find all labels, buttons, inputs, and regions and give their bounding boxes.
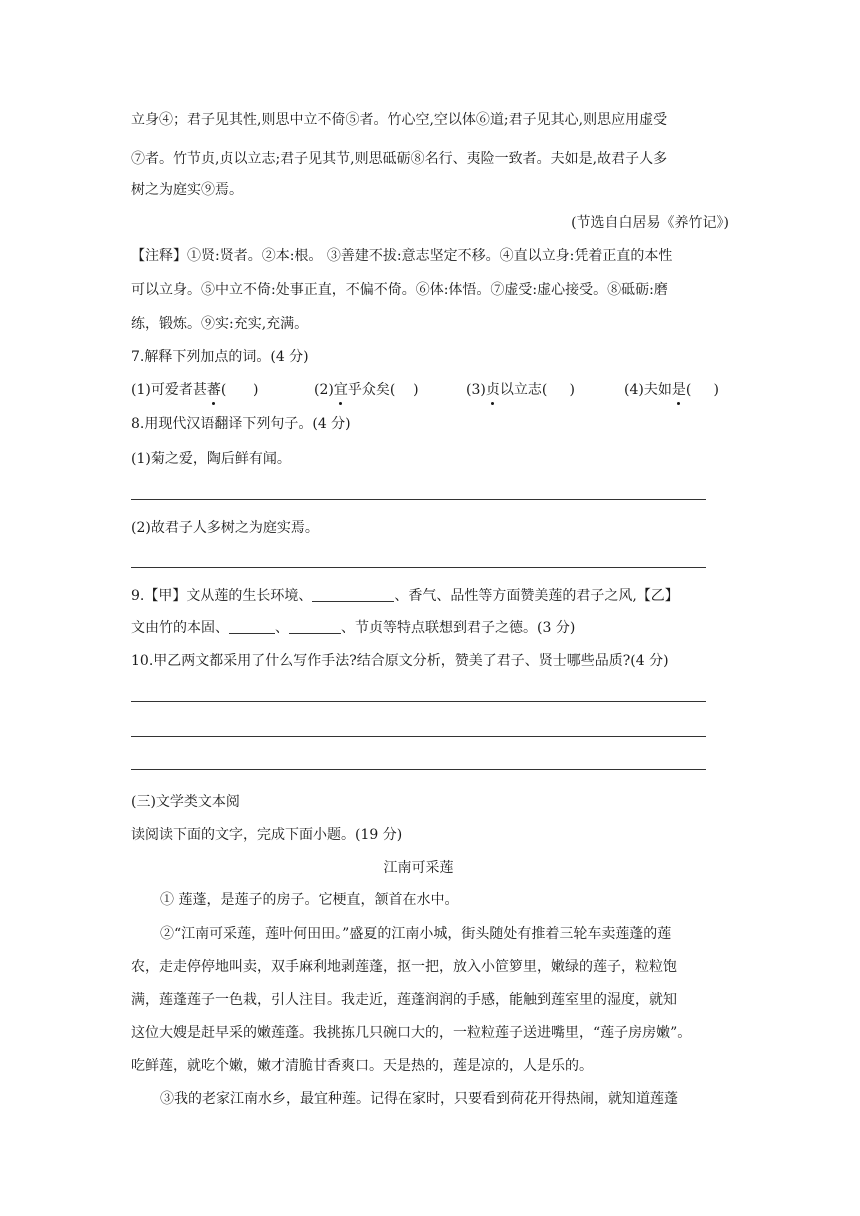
passage-line: ⑦者。竹节贞,贞以立志;君子见其节,则思砥砺⑧名行、夷险一致者。夫如是,故君子人多 — [131, 151, 668, 167]
question-text: 、节贞等特点联想到君子之德。(3 分) — [341, 620, 576, 636]
fill-blank[interactable] — [312, 587, 394, 602]
q7-item-2 — [314, 380, 419, 400]
item-text: 夫如 — [643, 382, 672, 398]
sentence-2: (2)故君子人多树之为庭实焉。 — [131, 520, 319, 536]
answer-blank[interactable]: ( ) — [541, 382, 576, 398]
answer-line[interactable] — [131, 567, 706, 568]
answer-blank[interactable]: ( ) — [389, 382, 419, 398]
item-number: (4) — [624, 382, 644, 398]
dotted-character: 宜 — [333, 382, 348, 398]
dotted-character: 贞 — [485, 382, 500, 398]
article-title: 江南可采莲 — [383, 860, 454, 876]
q7-item-4 — [624, 380, 719, 400]
fill-blank[interactable] — [289, 619, 341, 634]
question-line — [131, 618, 575, 638]
paragraph-2-line: 吃鲜莲，就吃个嫩，嫩才清脆甘香爽口。天是热的，莲是凉的，人是乐的。 — [131, 1058, 593, 1074]
paragraph-2-line: 这位大嫂是赶早采的嫩莲蓬。我挑拣几只碗口大的，一粒粒莲子送进嘴里，“莲子房房嫩”。 — [131, 1025, 692, 1041]
section-instruction: 读阅读下面的文字，完成下面小题。(19 分) — [131, 827, 403, 843]
fill-blank[interactable] — [229, 619, 275, 634]
question-text: 文由竹的本固、 — [131, 620, 229, 636]
note-line: 练，锻炼。⑨实:充实,充满。 — [131, 316, 309, 332]
question-text: 9.【甲】文从莲的生长环境、 — [131, 588, 313, 604]
answer-line[interactable] — [131, 701, 706, 702]
section-heading: (三)文学类文本阅 — [131, 794, 240, 810]
q7-item-3 — [466, 380, 575, 400]
item-text: 可爱者甚 — [150, 382, 207, 398]
passage-line: 立身④；君子见其性,则思中立不倚⑤者。竹心空,空以体⑥道;君子见其心,则思应用虚受 — [131, 112, 668, 128]
question-text: 、香气、品性等方面赞美莲的君子之风,【乙】 — [394, 588, 679, 604]
item-text: 以立志 — [499, 382, 542, 398]
question-text: 、 — [275, 620, 289, 636]
question-title: 10.甲乙两文都采用了什么写作手法?结合原文分析，赞美了君子、贤士哪些品质?(4 分) — [131, 653, 669, 669]
answer-blank[interactable]: ( ) — [685, 382, 720, 398]
question-title: 8.用现代汉语翻译下列句子。(4 分) — [131, 416, 351, 432]
item-text: 乎众矣 — [347, 382, 390, 398]
answer-line[interactable] — [131, 769, 706, 770]
note-line: 可以立身。⑤中立不倚:处事正直，不偏不倚。⑥体:体悟。⑦虚受:虚心接受。⑧砥砺:磨 — [131, 282, 668, 298]
passage-line: 树之为庭实⑨焉。 — [131, 182, 243, 198]
answer-line[interactable] — [131, 499, 706, 500]
dotted-character: 蕃 — [206, 382, 221, 398]
passage-source: (节选自白居易《养竹记》) — [571, 215, 729, 231]
dotted-character: 是 — [671, 382, 686, 398]
note-line: 【注释】①贤:贤者。②本:根。 ③善建不拔:意志坚定不移。④直以立身:凭着正直的本性 — [131, 248, 673, 264]
q7-item-1 — [131, 380, 258, 400]
answer-line[interactable] — [131, 736, 706, 737]
sentence-1: (1)菊之爱，陶后鲜有闻。 — [131, 451, 291, 467]
item-number: (3) — [466, 382, 486, 398]
paragraph-1: ① 莲蓬，是莲子的房子。它梗直，颔首在水中。 — [160, 892, 459, 908]
item-number: (1) — [131, 382, 151, 398]
question-title: 7.解释下列加点的词。(4 分) — [131, 349, 309, 365]
paragraph-2-line: ②“江南可采莲，莲叶何田田。”盛夏的江南小城，街头随处有推着三轮车卖莲蓬的莲 — [160, 926, 672, 942]
question-line — [131, 586, 679, 606]
paragraph-3: ③我的老家江南水乡，最宜种莲。记得在家时，只要看到荷花开得热闹，就知道莲蓬 — [160, 1091, 678, 1107]
item-number: (2) — [314, 382, 334, 398]
paragraph-2-line: 农，走走停停地叫卖，双手麻利地剥莲蓬，抠一把，放入小笸箩里，嫩绿的莲子，粒粒饱 — [131, 959, 677, 975]
answer-blank[interactable]: ( ) — [220, 382, 259, 398]
paragraph-2-line: 满，莲蓬莲子一色栽，引人注目。我走近，莲蓬润润的手感，能触到莲室里的湿度，就知 — [131, 992, 677, 1008]
